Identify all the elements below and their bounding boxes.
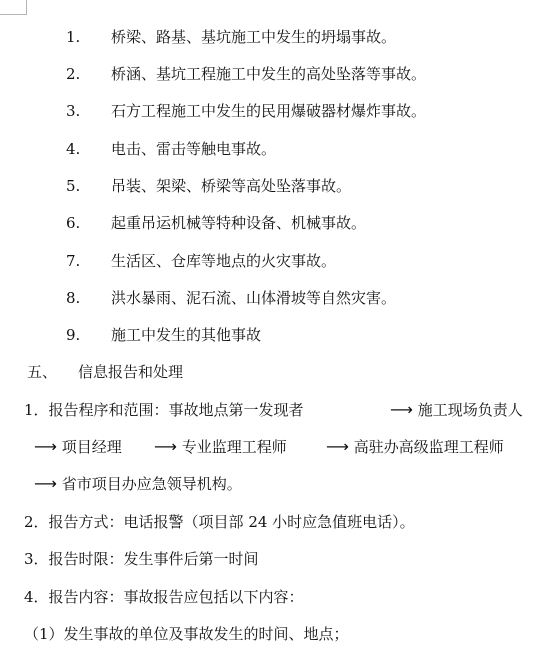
report-flow-line xyxy=(326,437,504,457)
list-item-text: 石方工程施工中发生的民用爆破器材爆炸事故。 xyxy=(111,102,427,120)
report-procedure-line xyxy=(24,400,304,420)
right-arrow-icon: ⟶ xyxy=(154,437,177,456)
flow-step-project-manager: 项目经理 xyxy=(61,438,122,456)
right-arrow-icon: ⟶ xyxy=(390,400,413,419)
right-arrow-icon: ⟶ xyxy=(34,474,57,493)
right-arrow-icon: ⟶ xyxy=(34,437,57,456)
report-content-item: （1）发生事故的单位及事故发生的时间、地点； xyxy=(24,625,349,643)
report-time: 3．报告时限：发生事件后第一时间 xyxy=(24,550,259,568)
list-item-text: 洪水暴雨、泥石流、山体滑坡等自然灾害。 xyxy=(111,289,397,307)
list-item-text: 起重吊运机械等特种设备、机械事故。 xyxy=(111,214,367,232)
list-item-text: 电击、雷击等触电事故。 xyxy=(111,140,277,158)
flow-step-senior-supervision-engineer: 高驻办高级监理工程师 xyxy=(353,438,504,456)
section-number: 五、 xyxy=(27,363,58,381)
list-item-number: 5. xyxy=(66,177,81,195)
right-arrow-icon: ⟶ xyxy=(326,437,349,456)
list-item-text: 桥梁、路基、基坑施工中发生的坍塌事故。 xyxy=(111,28,397,46)
report-content: 4．报告内容：事故报告应包括以下内容： xyxy=(24,588,304,606)
flow-step-emergency-agency: 省市项目办应急领导机构。 xyxy=(61,475,242,493)
list-item-number: 8. xyxy=(66,289,81,307)
report-flow-line xyxy=(154,437,287,457)
report-procedure-label: 1．报告程序和范围：事故地点第一发现者 xyxy=(24,401,304,419)
flow-step-supervision-engineer: 专业监理工程师 xyxy=(181,438,287,456)
list-item-text: 生活区、仓库等地点的火灾事故。 xyxy=(111,252,337,270)
list-item-number: 2. xyxy=(66,65,81,83)
list-item-text: 桥涵、基坑工程施工中发生的高处坠落等事故。 xyxy=(111,65,427,83)
list-item-text: 施工中发生的其他事故 xyxy=(111,326,262,344)
report-method: 2．报告方式：电话报警（项目部 24 小时应急值班电话）。 xyxy=(24,513,415,531)
flow-step-site-leader: 施工现场负责人 xyxy=(417,401,523,419)
list-item-number: 1. xyxy=(66,28,81,46)
section-title: 信息报告和处理 xyxy=(78,363,184,381)
report-procedure-line-end xyxy=(390,400,523,420)
report-flow-line xyxy=(34,437,122,457)
list-item-number: 4. xyxy=(66,140,81,158)
list-item-number: 7. xyxy=(66,252,81,270)
list-item-number: 9. xyxy=(66,326,81,344)
report-flow-line xyxy=(34,474,242,494)
list-item-text: 吊装、架梁、桥梁等高处坠落事故。 xyxy=(111,177,352,195)
list-item-number: 3. xyxy=(66,102,81,120)
list-item-number: 6. xyxy=(66,214,81,232)
page-corner-mark xyxy=(0,0,27,15)
